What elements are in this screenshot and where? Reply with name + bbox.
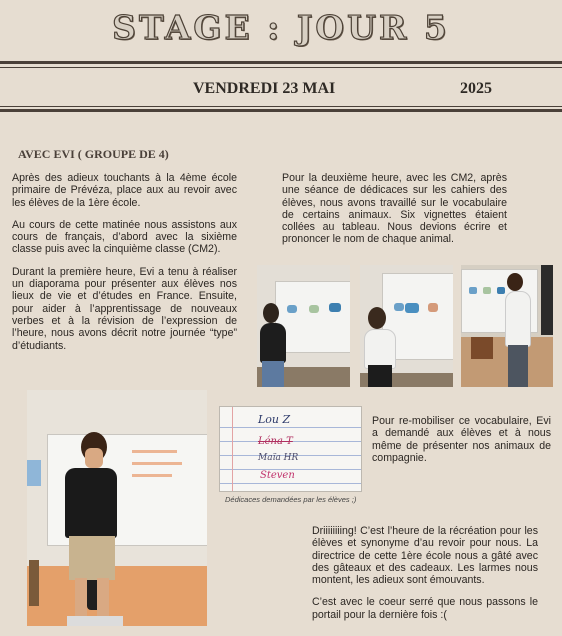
dedication-notebook-photo: [219, 406, 362, 492]
paragraph: Durant la première heure, Evi a tenu à réaliser un diaporama pour présenter aux élèves nos lieux de vie et d’études en France. Ensuite, pour aider à l’apprentissage de nouveaux verbes et à la révision de l’expression de l’heure, nous avons décrit notre journée “type” d’étudiants.: [12, 265, 237, 352]
classroom-photo-3: [461, 265, 553, 387]
paragraph: Après des adieux touchants à la 4ème école primaire de Prévéza, place aux au revoir avec les élèves de la 1ère école.: [12, 172, 237, 209]
header-rule-thick: [0, 109, 562, 112]
left-column-text: [12, 172, 237, 362]
signature: Lou Z: [258, 413, 291, 426]
photo-caption: Dédicaces demandées par les élèves ;): [225, 495, 357, 504]
signature: Maïa HR: [258, 453, 299, 463]
signature: Steven: [260, 470, 295, 481]
paragraph: Au cours de cette matinée nous assistons aux cours de français, d’abord avec la sixième classe puis avec la cinquième classe (CM2).: [12, 218, 237, 256]
date-label: VENDREDI 23 MAI: [193, 80, 336, 97]
signature: Léna T: [258, 436, 293, 447]
paragraph: Pour la deuxième heure, avec les CM2, après une séance de dédicaces sur les cahiers des élèves, nous avons travaillé sur le vocabulaire de certains animaux. Six vignettes étaient collées au tableau. Nous devions écrire et prononcer le nom de chaque animal.: [282, 172, 507, 246]
top-rule-thin: [0, 67, 562, 68]
page-title: STAGE : JOUR 5: [112, 8, 450, 47]
paragraph: Driiiiiiiing! C’est l’heure de la récréation pour les élèves et synonyme d’au revoir pour nous. La directrice de cette 1ère école nous a gâté avec des gâteaux et des cadeaux. Les larmes nous montent, les adieux sont émouvants.: [312, 525, 538, 587]
middle-paragraph: Pour re-mobiliser ce vocabulaire, Evi a demandé aux élèves et à nous même de présenter nos animaux de compagnie.: [372, 415, 551, 464]
paragraph: C’est avec le coeur serré que nous passons le portail pour la dernière fois :(: [312, 596, 538, 621]
section-title: AVEC EVI ( GROUPE DE 4): [18, 147, 169, 161]
classroom-photo-large: [27, 390, 207, 626]
bottom-text: [312, 525, 538, 631]
header-rule-thin: [0, 106, 562, 107]
top-rule-thick: [0, 61, 562, 64]
right-column-text: [282, 172, 507, 256]
classroom-photo-1: [257, 265, 350, 387]
classroom-photo-2: [360, 265, 453, 387]
year-label: 2025: [460, 80, 492, 97]
